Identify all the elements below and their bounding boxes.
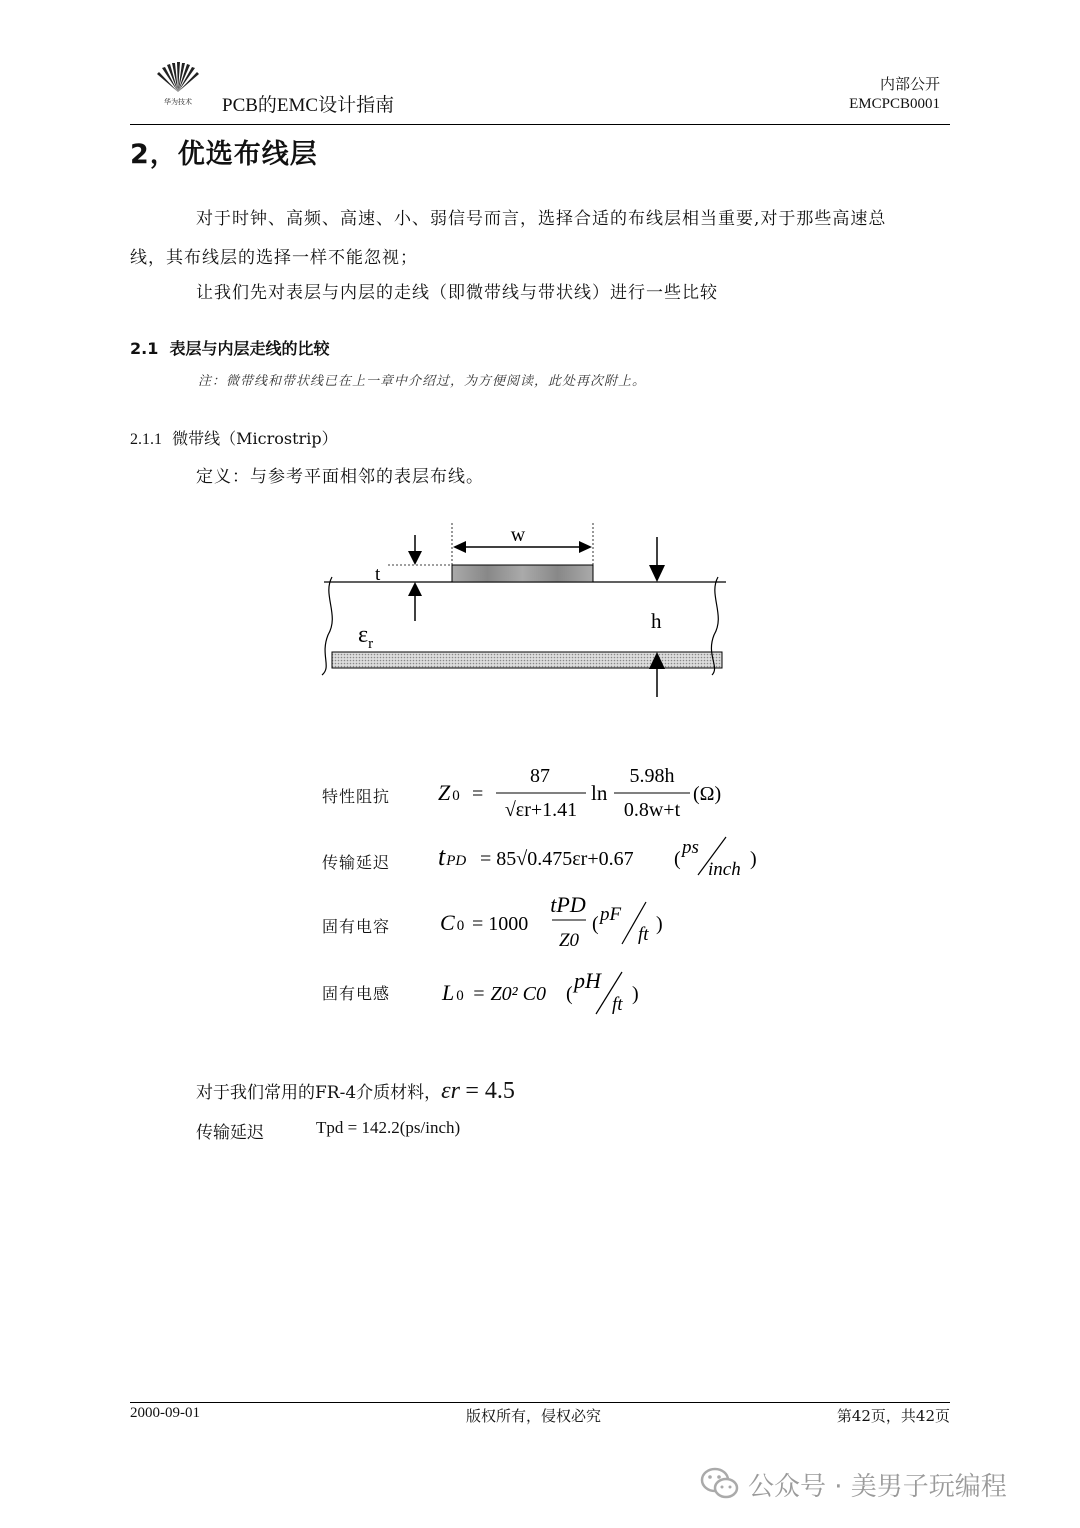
formula-impedance xyxy=(436,760,736,822)
svg-text:Z0: Z0 xyxy=(558,930,580,951)
permittivity-label: $\varepsilon_r$ xyxy=(358,622,374,652)
formula-label-delay: 传输延迟 xyxy=(322,853,391,872)
fr4-text: 对于我们常用的FR-4介质材料， xyxy=(196,1083,442,1103)
svg-text:87: 87 xyxy=(530,765,550,787)
microstrip-diagram xyxy=(310,515,740,710)
section-heading-2-1-1 xyxy=(130,426,338,449)
svg-text:= Z0² C0: = Z0² C0 xyxy=(472,983,546,1005)
svg-text:pF: pF xyxy=(600,904,622,925)
svg-text:(: ( xyxy=(592,913,599,935)
svg-text:= 85√0.475εr+0.67: = 85√0.475εr+0.67 xyxy=(480,848,634,870)
thickness-label: t xyxy=(375,564,381,585)
section-number: 2.1 xyxy=(130,339,159,358)
formula-label-inductance: 固有电感 xyxy=(322,984,391,1003)
formula-delay xyxy=(436,833,776,883)
paragraph-1: 对于时钟、高频、高速、小、弱信号而言，选择合适的布线层相当重要,对于那些高速总 xyxy=(196,209,887,229)
board-left-edge xyxy=(322,577,332,675)
microstrip-trace xyxy=(452,565,593,582)
svg-text:C0: C 0 xyxy=(440,910,465,935)
svg-text:ft: ft xyxy=(612,994,623,1015)
svg-text:(Ω): (Ω) xyxy=(693,783,722,805)
svg-text:tPD: tPD xyxy=(438,842,467,871)
section-title: 表层与内层走线的比较 xyxy=(169,339,330,358)
watermark xyxy=(700,1462,1007,1506)
svg-text:√εr+1.41: √εr+1.41 xyxy=(504,799,578,821)
svg-text:): ) xyxy=(632,983,639,1005)
svg-text:= 1000: = 1000 xyxy=(472,913,529,935)
footer-divider xyxy=(130,1402,950,1403)
document-code: EMCPCB0001 xyxy=(849,96,940,112)
formula-capacitance xyxy=(436,888,696,952)
wechat-icon xyxy=(700,1466,740,1502)
svg-text:ps: ps xyxy=(682,837,699,858)
fr4-statement xyxy=(196,1078,515,1105)
svg-text:L0: L 0 xyxy=(442,980,464,1005)
paragraph-3: 让我们先对表层与内层的走线（即微带线与带状线）进行一些比较 xyxy=(196,283,718,303)
tpd-statement xyxy=(196,1118,461,1143)
chapter-title: 2，优选布线层 xyxy=(130,139,318,170)
classification-label: 内部公开 xyxy=(879,77,940,93)
formula-inductance xyxy=(436,962,676,1020)
footer-page-number: 第42页，共42页 xyxy=(836,1407,950,1425)
width-label: w xyxy=(510,524,526,546)
paragraph-2: 线，其布线层的选择一样不能忽视； xyxy=(130,248,418,268)
er-value: = 4.5 xyxy=(465,1078,515,1104)
ground-plane xyxy=(332,652,722,668)
footer-date: 2000-09-01 xyxy=(130,1405,200,1421)
header-divider xyxy=(130,124,950,125)
svg-text:): ) xyxy=(656,913,663,935)
section-note: 注：微带线和带状线已在上一章中介绍过，为方便阅读，此处再次附上。 xyxy=(198,374,647,389)
height-arrow-top xyxy=(649,565,665,582)
document-title: PCB的EMC设计指南 xyxy=(222,95,395,116)
svg-text:Z0: Z 0 xyxy=(438,780,460,805)
height-label: h xyxy=(651,609,662,633)
formula-label-impedance: 特性阻抗 xyxy=(322,787,391,806)
logo-text: 华为技术 xyxy=(164,98,192,106)
tpd-value: Tpd = 142.2(ps/inch) xyxy=(316,1118,461,1137)
watermark-text: 公众号 · 美男子玩编程 xyxy=(748,1471,1007,1502)
svg-text:): ) xyxy=(750,848,757,870)
subsection-title: 微带线（Microstrip） xyxy=(172,429,338,448)
svg-text:ln: ln xyxy=(591,781,608,805)
section-heading-2-1 xyxy=(130,336,330,359)
svg-text:tPD: tPD xyxy=(550,892,586,917)
svg-text:5.98h: 5.98h xyxy=(629,765,675,787)
svg-text:ft: ft xyxy=(638,924,649,945)
definition-text: 定义：与参考平面相邻的表层布线。 xyxy=(196,467,484,487)
svg-text:pH: pH xyxy=(574,968,601,993)
svg-text:(: ( xyxy=(674,848,681,870)
er-symbol: εr xyxy=(441,1078,460,1104)
footer-copyright: 版权所有，侵权必究 xyxy=(466,1407,602,1425)
formula-label-capacitance: 固有电容 xyxy=(322,917,391,936)
svg-text:inch: inch xyxy=(708,859,741,880)
tpd-label: 传输延迟 xyxy=(196,1123,264,1143)
subsection-number: 2.1.1 xyxy=(130,431,162,448)
header-meta xyxy=(849,76,940,114)
company-logo-icon xyxy=(152,62,204,110)
svg-text:(: ( xyxy=(566,983,573,1005)
svg-text:0.8w+t: 0.8w+t xyxy=(623,799,681,821)
svg-text:=: = xyxy=(472,783,484,805)
